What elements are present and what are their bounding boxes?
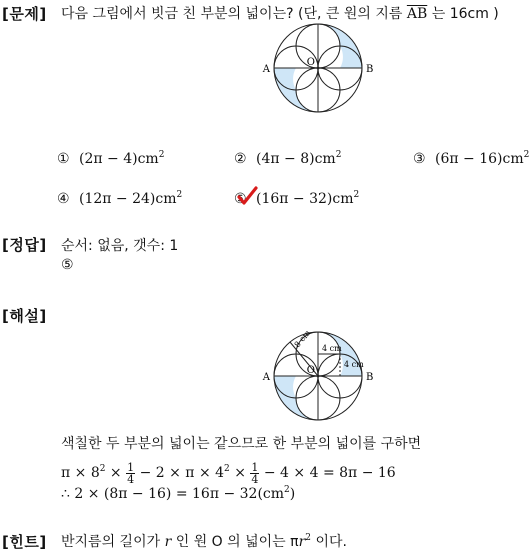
fraction-quarter: $\frac{1}{4}$ [127,460,135,486]
answer-text: 순서: 없음, 갯수: 1 [61,238,179,254]
question-text: 다음 그림에서 빗금 친 부분의 넓이는? (단, 큰 원의 지름 $\overline{AB}$ 는 16cm ) [61,6,499,22]
point-a: A [262,64,270,75]
hint-label: [힌트] [2,533,47,551]
hint-text: 반지름의 길이가 r 인 원 O 의 넓이는 $\pi r^2$ 이다. [61,533,347,550]
solution-figure [260,324,390,428]
solution-line1: 색칠한 두 부분의 넓이는 같으므로 한 부분의 넓이를 구하면 [61,436,422,452]
problem-label: [문제] [2,5,47,23]
option-5[interactable]: ⑤ $(16\pi - 32)cm^2$ [234,190,360,207]
point-o: O [306,57,315,68]
option-2[interactable]: ② $(4\pi - 8)cm^2$ [234,150,342,167]
label-4cm-side: 4 cm [344,360,364,369]
option-3[interactable]: ③ $(6\pi - 16)cm^2$ [413,150,530,167]
answer-value: ⑤ [61,257,74,273]
solution-equation-2: ∴ $2 \times (8\pi - 16) = 16\pi - 32(cm^2)$ [61,485,296,502]
fraction-quarter: $\frac{1}{4}$ [251,460,259,486]
point-o: O [306,365,315,376]
label-4cm-top: 4 cm [322,344,342,353]
problem-figure [260,16,390,120]
checkmark-icon [236,186,258,206]
answer-label: [정답] [2,236,47,254]
segment-ab: $\overline{AB}$ [406,6,428,22]
solution-equation-1: $\pi \times 8^2$ × $\frac{1}{4}$ − $2 \times \pi \times 4^2$ × $\frac{1}{4}$ − 4 × 4 = 8π − 16 [61,460,396,486]
point-b: B [366,64,374,75]
point-b: B [366,372,374,383]
solution-label: [해설] [2,307,47,325]
option-1[interactable]: ① $(2\pi - 4)cm^2$ [57,150,165,167]
label-8cm: 8 cm [292,328,313,350]
point-a: A [262,372,270,383]
option-4[interactable]: ④ $(12\pi - 24)cm^2$ [57,190,183,207]
